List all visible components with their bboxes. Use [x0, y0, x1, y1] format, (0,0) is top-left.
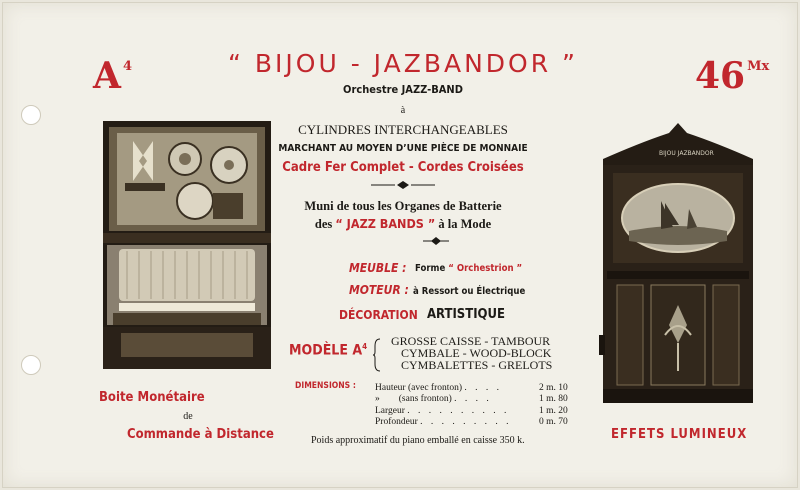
cabinet-nameplate: BIJOU JAZBANDOR: [659, 150, 714, 157]
feature-jazzbands: des “ JAZZ BANDS ” à la Mode: [314, 216, 492, 231]
catalog-card: [2, 2, 798, 488]
model-code-right: 46 $^{Mx}$: [695, 55, 770, 97]
decoration-label: DÉCORATION: [339, 308, 418, 322]
coin-box-caption-de: de: [183, 411, 193, 422]
modele-label: MODÈLE $A^4$: [289, 342, 368, 359]
feature-frame: Cadre Fer Complet - Cordes Croisées: [282, 160, 524, 175]
model-code-left: A $^4$: [93, 55, 132, 97]
feature-cylinders: CYLINDRES INTERCHANGEABLES: [298, 122, 508, 137]
meuble-label: MEUBLE :: [349, 261, 407, 275]
dimensions-label: DIMENSIONS :: [295, 381, 356, 391]
brace-icon: [372, 338, 382, 372]
decoration-value: ARTISTIQUE: [427, 307, 505, 322]
page-subtitle: Orchestre JAZZ-BAND: [343, 83, 463, 96]
instrument-list: [391, 335, 552, 371]
meuble-value: Forme “ Orchestrion ”: [415, 263, 523, 274]
moteur-label: MOTEUR :: [349, 283, 409, 297]
remote-control-caption: Commande à Distance: [127, 427, 274, 442]
light-effects-caption: EFFETS LUMINEUX: [611, 427, 748, 442]
ornament-divider-top: [369, 179, 437, 191]
connector-text: à: [400, 105, 406, 116]
binder-hole-bottom: [21, 355, 41, 375]
dimension-value: 1 m. 80: [539, 394, 568, 404]
dimension-value: 2 m. 10: [539, 383, 568, 393]
weight-note: Poids approximatif du piano emballé en caisse 350 k.: [311, 435, 525, 446]
instrument-line: CYMBALETTES - GRELOTS: [401, 358, 553, 372]
binder-hole-top: [21, 105, 41, 125]
feature-drums: Muni de tous les Organes de Batterie: [304, 199, 502, 213]
moteur-value: à Ressort ou Électrique: [413, 286, 526, 297]
dimension-value: 0 m. 70: [539, 417, 568, 427]
instrument-line: GROSSE CAISSE - TAMBOUR: [391, 334, 551, 348]
dimension-row: Largeur . . . . . . . . . .: [375, 406, 510, 416]
dimension-value: 1 m. 20: [539, 406, 568, 416]
ornament-divider-bottom: [421, 236, 451, 246]
dimension-row: » (sans fronton) . . . .: [375, 394, 492, 404]
coin-box-caption: Boite Monétaire: [99, 390, 205, 405]
instrument-line: CYMBALE - WOOD-BLOCK: [401, 346, 552, 360]
orchestrion-open-image: [103, 121, 271, 369]
page-title: “ BIJOU - JAZBANDOR ”: [228, 49, 578, 78]
feature-coin: MARCHANT AU MOYEN D’UNE PIÈCE DE MONNAIE: [278, 143, 528, 154]
orchestrion-cabinet-image: [599, 121, 757, 403]
dimension-row: Hauteur (avec fronton) . . . .: [375, 383, 503, 393]
dimension-row: Profondeur . . . . . . . . .: [375, 417, 512, 427]
